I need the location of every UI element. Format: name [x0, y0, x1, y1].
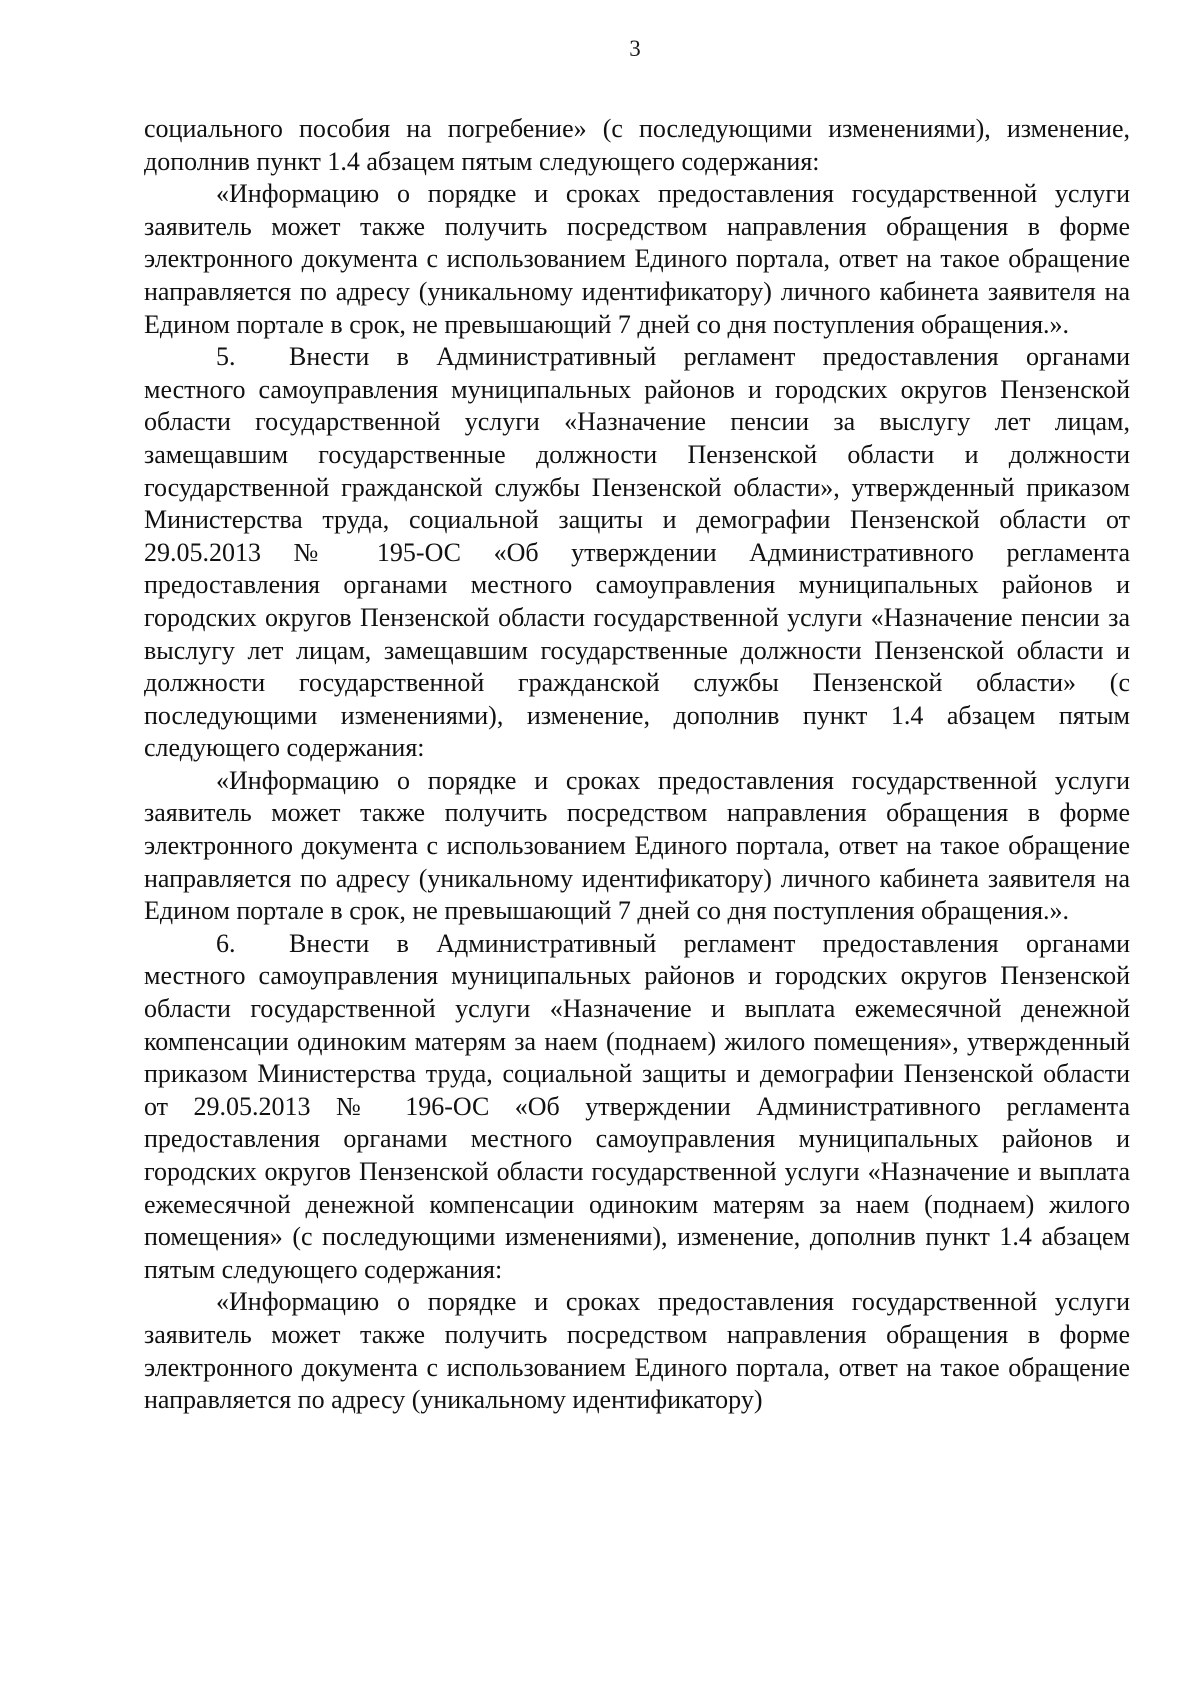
paragraph-item-5 — [144, 341, 1130, 765]
paragraph-intro-continuation — [144, 113, 1130, 178]
paragraph-quote-3 — [144, 1286, 1130, 1416]
paragraph-text: Внести в Административный регламент предоставления органами местного самоуправления муниципальных районов и городских округов Пензенской области государственной услуги «Назначение пенсии за выслугу лет лицам, замещавшим государственные должности Пензенской области и должности государственной гражданской службы Пензенской области», утвержденный приказом Министерства труда, социальной защиты и демографии Пензенской области от 29.05.2013 № 195-ОС «Об утверждении Административного регламента предоставления органами местного самоуправления муниципальных районов и городских округов Пензенской области государственной услуги «Назначение пенсии за выслугу лет лицам, замещавшим государственные должности Пензенской области и должности государственной гражданской службы Пензенской области» (с последующими изменениями), изменение, дополнив пункт 1.4 абзацем пятым следующего содержания: — [144, 342, 1130, 763]
paragraph-text: «Информацию о порядке и сроках предоставления государственной услуги заявитель может также получить посредством направления обращения в форме электронного документа с использованием Единого портала, ответ на такое обращение направляется по адресу (уникальному идентификатору) личного кабинета заявителя на Едином портале в срок, не превышающий 7 дней со дня поступления обращения.». — [144, 765, 1130, 926]
page-number: 3 — [629, 36, 641, 61]
document-body — [144, 113, 1130, 1417]
item-number: 5. — [216, 342, 236, 372]
item-number: 6. — [216, 928, 236, 958]
paragraph-text: Внести в Административный регламент предоставления органами местного самоуправления муниципальных районов и городских округов Пензенской области государственной услуги «Назначение и выплата ежемесячной денежной компенсации одиноким матерям за наем (поднаем) жилого помещения», утвержденный приказом Министерства труда, социальной защиты и демографии Пензенской области от 29.05.2013 № 196-ОС «Об утверждении Административного регламента предоставления органами местного самоуправления муниципальных районов и городских округов Пензенской области государственной услуги «Назначение и выплата ежемесячной денежной компенсации одиноким матерям за наем (поднаем) жилого помещения» (с последующими изменениями), изменение, дополнив пункт 1.4 абзацем пятым следующего содержания: — [144, 928, 1130, 1284]
paragraph-text: социального пособия на погребение» (с последующими изменениями), изменение, дополнив пункт 1.4 абзацем пятым следующего содержания: — [144, 114, 1130, 176]
paragraph-quote-2 — [144, 765, 1130, 928]
paragraph-text: «Информацию о порядке и сроках предоставления государственной услуги заявитель может также получить посредством направления обращения в форме электронного документа с использованием Единого портала, ответ на такое обращение направляется по адресу (уникальному идентификатору) личного кабинета заявителя на Едином портале в срок, не превышающий 7 дней со дня поступления обращения.». — [144, 179, 1130, 339]
paragraph-text: «Информацию о порядке и сроках предоставления государственной услуги заявитель может также получить посредством направления обращения в форме электронного документа с использованием Единого портала, ответ на такое обращение направляется по адресу (уникальному идентификатору) — [144, 1287, 1130, 1415]
paragraph-quote-1 — [144, 178, 1130, 341]
paragraph-item-6 — [144, 928, 1130, 1287]
